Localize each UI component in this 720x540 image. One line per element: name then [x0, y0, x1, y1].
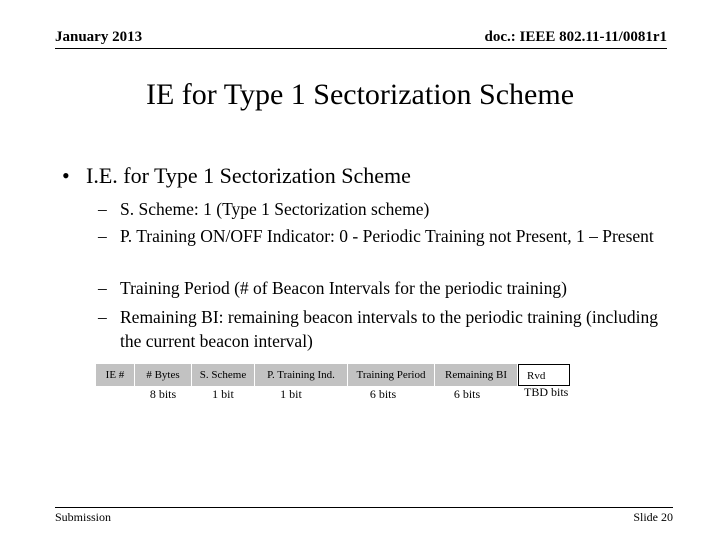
sub-item [98, 197, 668, 221]
field-reserved-size: TBD bits [524, 385, 569, 399]
sub-item-text: S. Scheme: 1 (Type 1 Sectorization scheme) [120, 199, 430, 219]
sub-item-dash: – [98, 278, 107, 298]
sub-item-dash: – [98, 199, 107, 219]
field-bytes: # Bytes [135, 364, 191, 386]
main-bullet-text: I.E. for Type 1 Sectorization Scheme [86, 163, 411, 188]
footer-divider [55, 507, 673, 508]
slide-title: IE for Type 1 Sectorization Scheme [145, 78, 575, 111]
ie-field-format [96, 364, 571, 386]
field-remaining-bi-size: 6 bits [453, 387, 481, 401]
header-divider [55, 48, 667, 49]
sub-item-text: Training Period (# of Beacon Intervals for the periodic training) [120, 278, 567, 298]
field-s-scheme: S. Scheme [192, 364, 254, 386]
field-p-training-ind: P. Training Ind. [255, 364, 347, 386]
field-reserved: Rvd [518, 364, 570, 386]
field-p-training-ind-size: 1 bit [280, 387, 302, 401]
sub-item-dash: – [98, 226, 107, 246]
field-s-scheme-size: 1 bit [212, 387, 234, 401]
field-training-period-size: 6 bits [369, 387, 397, 401]
sub-item-text: Remaining BI: remaining beacon intervals to the periodic training (including the current beacon interval) [120, 307, 658, 351]
sub-item-text: P. Training ON/OFF Indicator: 0 - Periodic Training not Present, 1 – Present [120, 226, 654, 246]
header-date: January 2013 [55, 29, 143, 45]
field-bytes-size: 8 bits [149, 387, 177, 401]
field-ie-number: IE # [96, 364, 134, 386]
header-doc-id: doc.: IEEE 802.11-11/0081r1 [484, 29, 667, 45]
field-remaining-bi: Remaining BI [435, 364, 517, 386]
footer-slide-number: Slide 20 [633, 510, 673, 524]
sub-item [98, 305, 668, 353]
sub-item [98, 224, 668, 248]
footer-submission: Submission [55, 510, 112, 524]
sub-item-dash: – [98, 307, 107, 327]
main-bullet [62, 163, 411, 189]
sub-item [98, 276, 668, 300]
bullet-marker: • [62, 163, 70, 188]
field-training-period: Training Period [348, 364, 434, 386]
